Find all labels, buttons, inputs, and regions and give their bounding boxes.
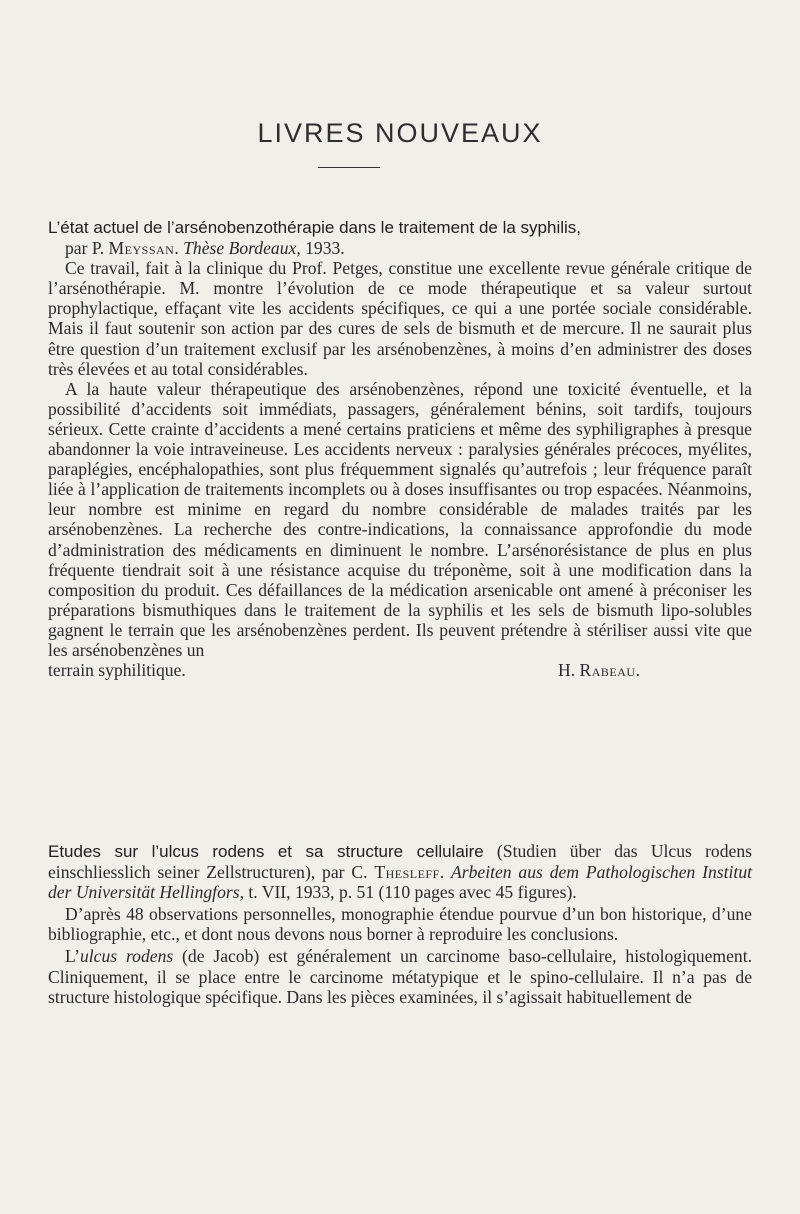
signature-initial: H. xyxy=(558,660,580,681)
review2-heading: Etudes sur l’ulcus rodens et sa structure cellulaire xyxy=(48,842,484,861)
review1-signature xyxy=(558,660,752,680)
review2-reference: t. VII, 1933, p. 51 (110 pages avec 45 figures). xyxy=(243,882,577,903)
review2-journal: Arbeiten aus dem Pathologischen Institut der Universität Hellingfors, xyxy=(48,862,752,903)
review2-author-sep: . xyxy=(439,862,452,883)
review1-year: 1933. xyxy=(300,238,345,259)
review1-byline-par: par P. xyxy=(65,238,109,259)
review-ulcus-rodens xyxy=(48,841,752,1007)
review1-heading: L’état actuel de l’arsénobenzothérapie dans le traitement de la syphilis, xyxy=(48,218,582,237)
review2-paragraph-1: D’après 48 observations personnelles, monographie étendue pourvue d’un bon historique, d’une bibliographie, etc., et dont nous devons nous borner à reproduire les conclusions. xyxy=(48,904,752,945)
review2-para2-prefix: L’ xyxy=(65,946,80,967)
review1-paragraph-2-end: terrain syphilitique. xyxy=(48,660,186,681)
review-arsenobenzotherapie xyxy=(48,217,752,680)
review2-header xyxy=(48,841,752,902)
review1-thesis: Thèse Bordeaux, xyxy=(183,238,301,259)
review1-byline-sep: . xyxy=(174,238,184,259)
review1-paragraph-2: A la haute valeur thérapeutique des arsénobenzènes, répond une toxicité éventuelle, et la possibilité d’accidents soit immédiats, passagers, généralement bénins, soit tardifs, toujours sérieux. Cette crainte d’accidents a mené certains praticiens et même des syphiligraphes à presque abandonner la voie intraveineuse. Les accidents nerveux : paralysies générales précoces, myélites, paraplégies, encéphalopathies, sont plus fréquemment signalés qu’autrefois ; leur fréquence paraît liée à l’application de traitements incomplets ou à doses insuffisantes ou trop espacées. Néanmoins, leur nombre est minime en regard du nombre considérable de malades traités par les arsénobenzènes. La recherche des contre-indications, la connaissance approfondie du mode d’administration des médicaments en diminuent le nombre. L’arsénorésistance de plus en plus fréquente tiendrait soit à une résistance acquise du tréponème, soit à une modification dans la composition du produit. Ces défaillances de la médication arsenicable ont amené à préconiser les préparations bismuthiques dans le traitement de la syphilis et les sels de bismuth lipo-solubles gagnent le terrain que les arsénobenzènes perdent. Ils peuvent prétendre à stériliser aussi vite que les arsénobenzènes un xyxy=(48,378,752,660)
signature-end: . xyxy=(635,660,640,681)
title-rule xyxy=(318,167,380,168)
review1-header xyxy=(48,217,752,258)
review2-term: ulcus rodens xyxy=(80,946,174,967)
review1-paragraph-1: Ce travail, fait à la clinique du Prof. Petges, constitue une excellente revue générale critique de l’arsénothérapie. M. montre l’évolution de ce mode thérapeutique et sa valeur surtout prophylactique, effaçant vite les accidents spécifiques, ce qui a une portée sociale considérable. Mais il faut soutenir son action par des cures de sels de bismuth et de mercure. Il ne saurait plus être question d’un traitement exclusif par les arsénobenzènes, à moins d’en administrer des doses très élevées et au total considérables. xyxy=(48,258,752,379)
signature-name: Rabeau xyxy=(579,660,636,681)
review2-author: Thesleff xyxy=(374,862,440,883)
review2-subtitle: (Studien über das Ulcus rodens einschliesslich seiner Zellstructuren), par C. xyxy=(48,841,752,883)
section-title: LIVRES NOUVEAUX xyxy=(257,118,543,148)
review2-paragraph-2 xyxy=(48,946,752,1006)
review2-para2-text: (de Jacob) est généralement un carcinome baso-cellulaire, histologiquement. Cliniquement, il se place entre le carcinome métatypique et le spino-cellulaire. Il n’a pas de structure histologique spécifique. Dans les pièces examinées, il s’agissait habituellement de xyxy=(48,946,752,1007)
review1-closing-line xyxy=(48,660,752,680)
review1-author: Meyssan xyxy=(108,238,175,259)
